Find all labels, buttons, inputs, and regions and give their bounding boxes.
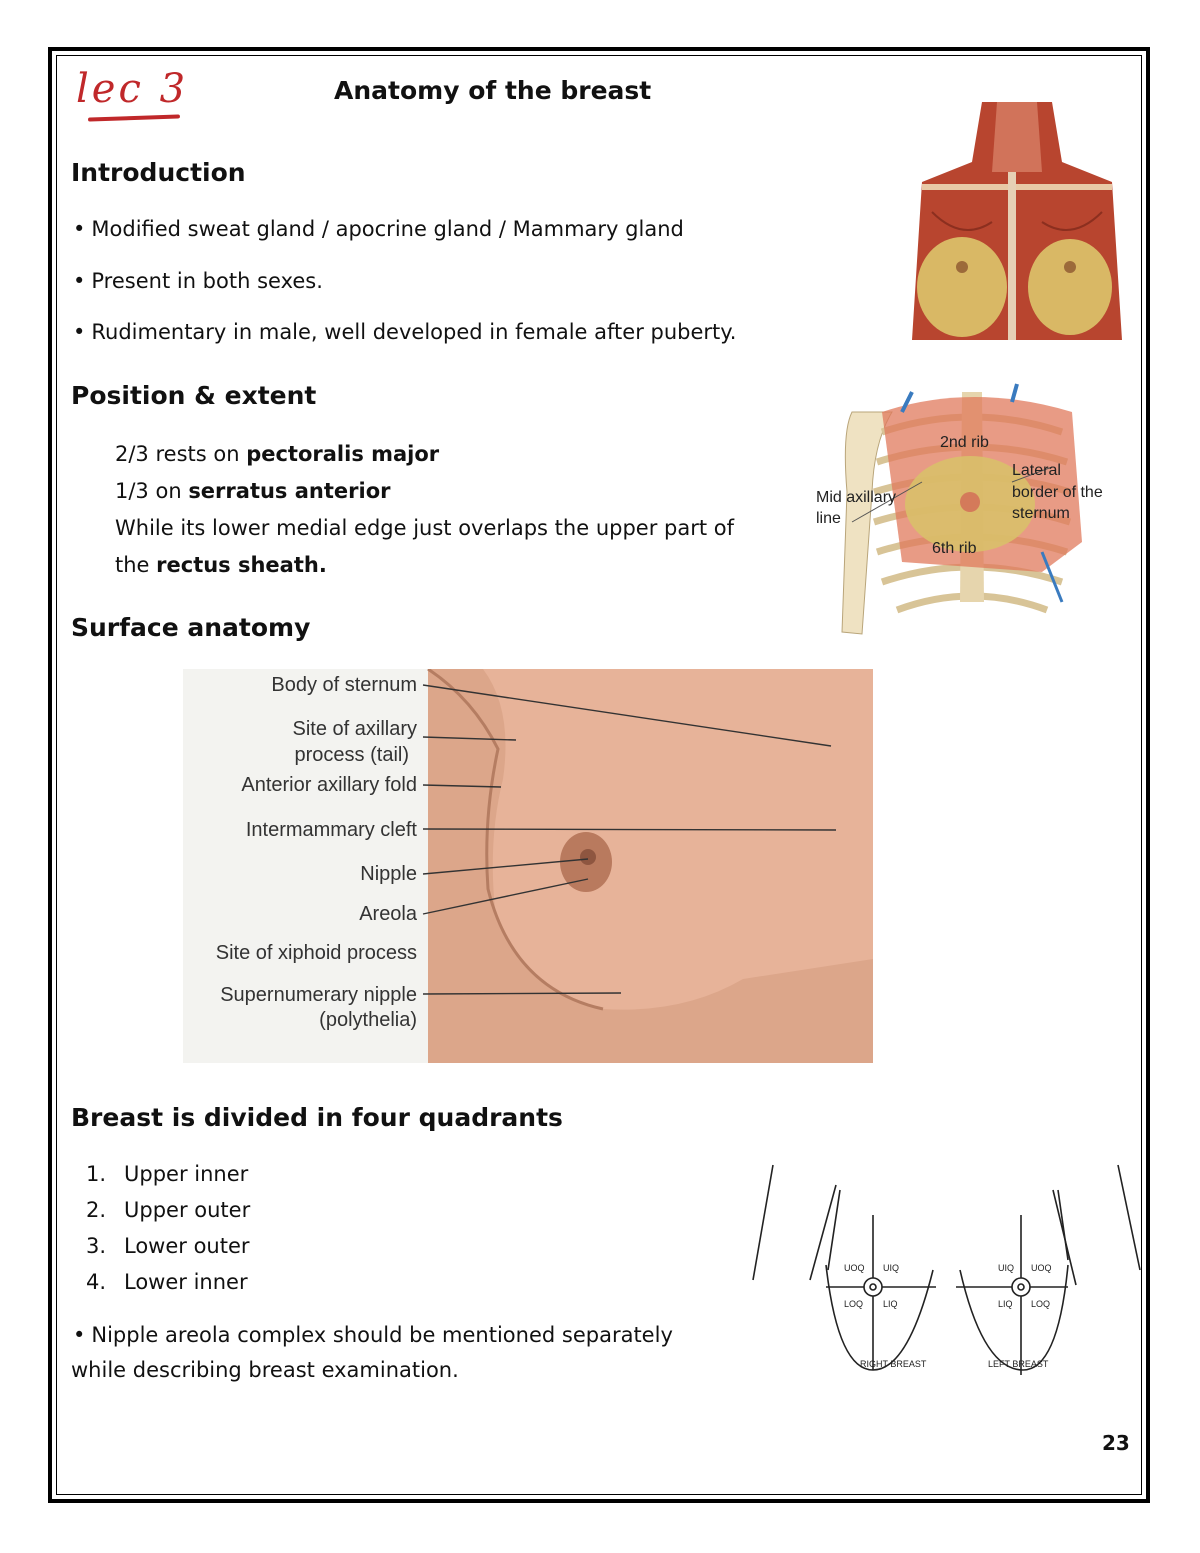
label-axillary-2: process (tail)	[294, 744, 409, 766]
label-lateral-3: sternum	[1012, 505, 1070, 522]
position-line-3: While its lower medial edge just overlaps the upper part of	[115, 516, 734, 540]
label-mid-axillary-1: Mid axillary	[816, 489, 897, 506]
introduction-heading: Introduction	[71, 158, 246, 187]
label-axillary-1: Site of axillary	[292, 718, 417, 740]
nipple-note-line-2: while describing breast examination.	[71, 1358, 459, 1382]
label-areola: Areola	[359, 903, 417, 925]
label-left-liq: LIQ	[998, 1299, 1013, 1309]
surface-heading: Surface anatomy	[71, 613, 311, 642]
position-heading: Position & extent	[71, 381, 317, 410]
list-item: 3. Lower outer	[86, 1234, 250, 1258]
label-supernumerary-1: Supernumerary nipple	[220, 984, 417, 1006]
label-left-loq: LOQ	[1031, 1299, 1051, 1309]
page-number: 23	[1102, 1431, 1130, 1455]
rib-cage-illustration	[812, 372, 1132, 664]
chest-muscle-illustration	[912, 102, 1122, 340]
surface-anatomy-photo	[183, 669, 873, 1063]
label-6th-rib: 6th rib	[932, 540, 977, 557]
label-left-uiq: UIQ	[998, 1263, 1015, 1273]
label-left-uoq: UOQ	[1031, 1263, 1052, 1273]
label-anterior-fold: Anterior axillary fold	[241, 774, 417, 796]
quadrants-list	[86, 1160, 250, 1304]
list-item: 1. Upper inner	[86, 1162, 249, 1186]
intro-bullet-3: • Rudimentary in male, well developed in female after puberty.	[73, 318, 736, 346]
lecture-tag: lec 3	[76, 66, 189, 112]
label-right-loq: LOQ	[844, 1299, 864, 1309]
label-mid-axillary-2: line	[816, 510, 841, 527]
position-line-4: the rectus sheath.	[115, 553, 327, 577]
label-body-of-sternum: Body of sternum	[271, 674, 417, 696]
position-line-1: 2/3 rests on pectoralis major	[115, 442, 440, 466]
label-xiphoid: Site of xiphoid process	[215, 942, 417, 964]
quadrant-diagram	[748, 1160, 1144, 1382]
position-line-2: 1/3 on serratus anterior	[115, 479, 391, 503]
label-right-uoq: UOQ	[844, 1263, 865, 1273]
intro-bullet-1: • Modified sweat gland / apocrine gland / Mammary gland	[73, 215, 684, 243]
label-intermammary: Intermammary cleft	[245, 819, 417, 841]
list-item: 4. Lower inner	[86, 1270, 248, 1294]
label-right-liq: LIQ	[883, 1299, 898, 1309]
label-2nd-rib: 2nd rib	[940, 434, 989, 451]
list-item: 2. Upper outer	[86, 1198, 251, 1222]
label-nipple: Nipple	[360, 863, 417, 885]
intro-bullet-2: • Present in both sexes.	[73, 267, 323, 295]
label-lateral-2: border of the	[1012, 484, 1103, 501]
caption-left-breast: LEFT BREAST	[988, 1359, 1049, 1369]
nipple-note-line-1: • Nipple areola complex should be mentioned separately	[73, 1321, 673, 1349]
label-right-uiq: UIQ	[883, 1263, 900, 1273]
caption-right-breast: RIGHT BREAST	[860, 1359, 927, 1369]
label-supernumerary-2: (polythelia)	[319, 1009, 417, 1031]
label-lateral-1: Lateral	[1012, 462, 1061, 479]
quadrants-heading: Breast is divided in four quadrants	[71, 1103, 563, 1132]
page-title: Anatomy of the breast	[334, 76, 652, 105]
